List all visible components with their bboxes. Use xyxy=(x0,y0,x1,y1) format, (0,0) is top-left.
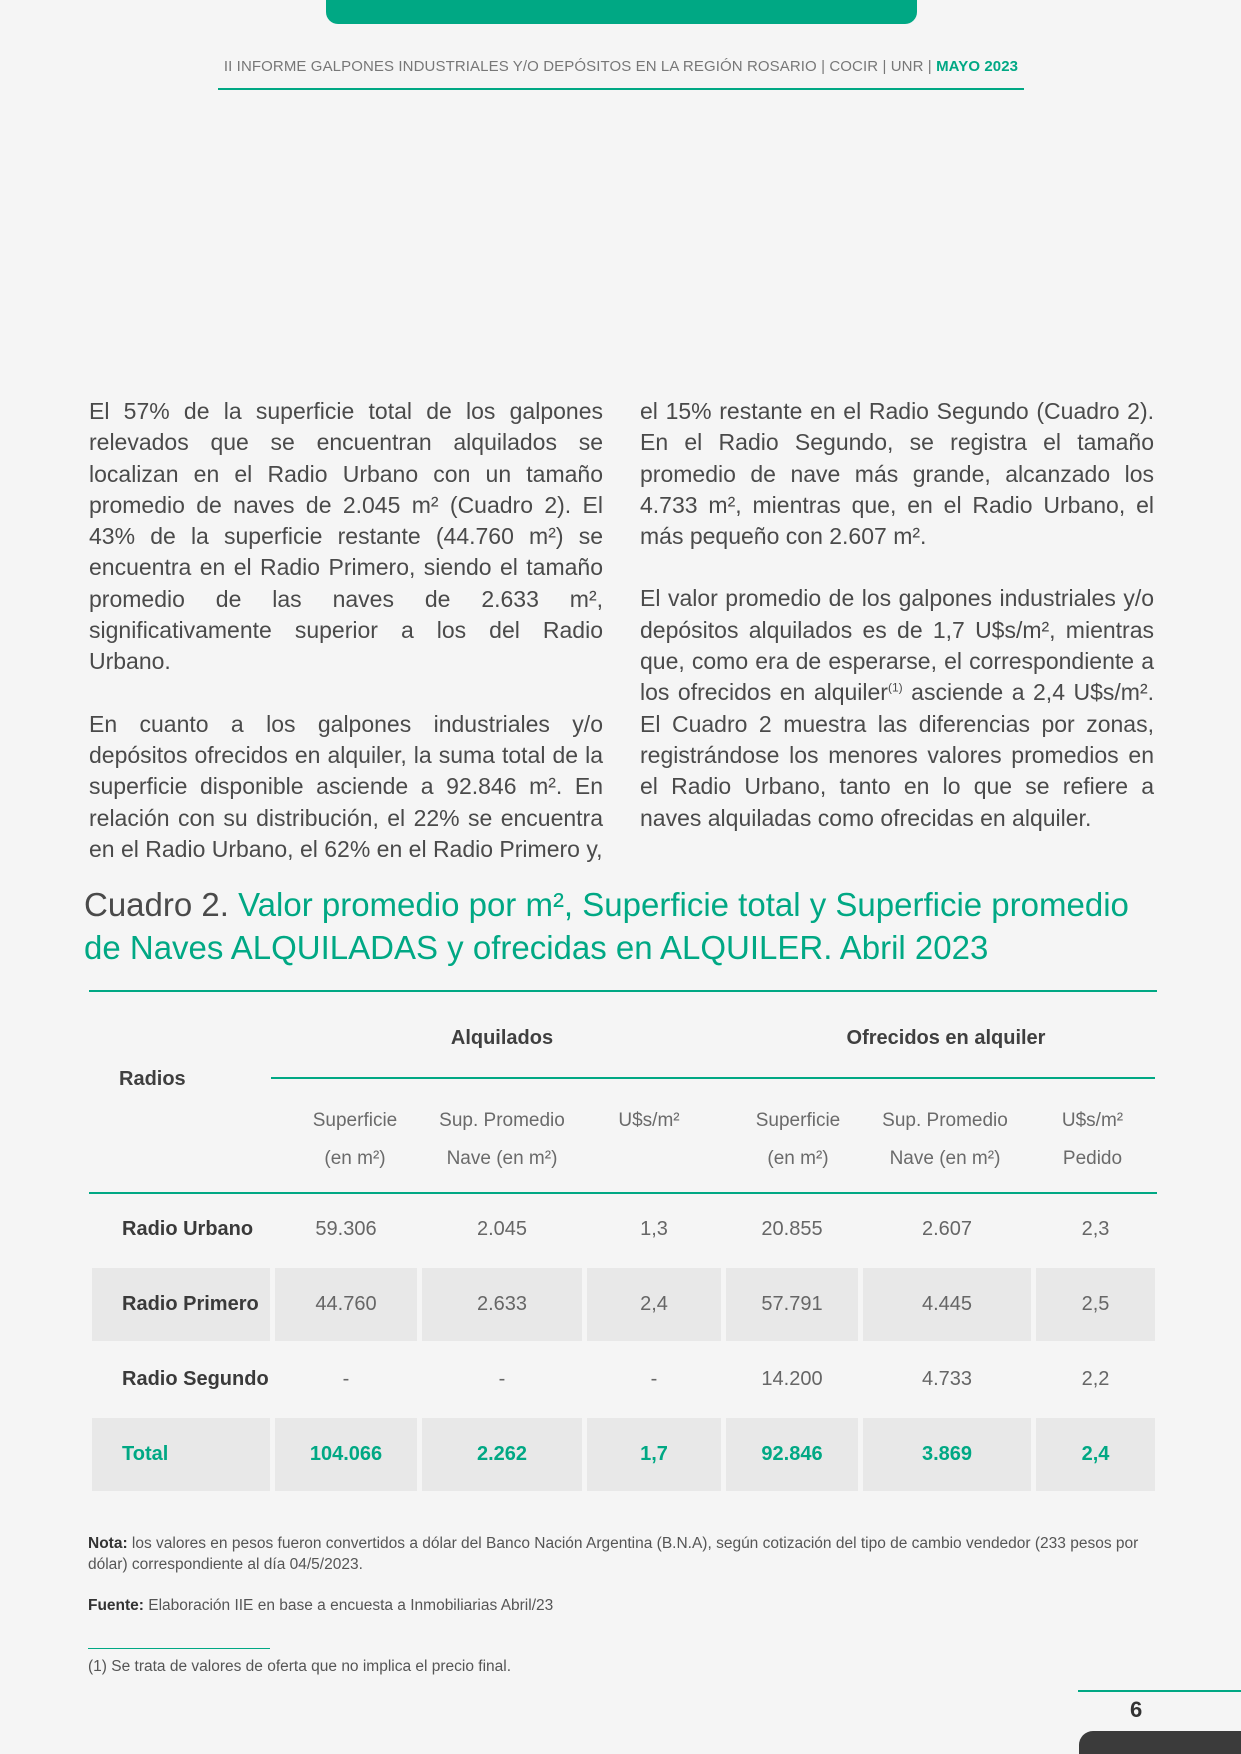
table-row xyxy=(89,1268,1157,1343)
table-cell: 2,4 xyxy=(587,1268,721,1341)
table-cell: 3.869 xyxy=(863,1418,1031,1491)
row-label: Total xyxy=(92,1418,270,1491)
col-header-superficie-rented: Superficie (en m²) xyxy=(312,1110,398,1169)
table-source: Fuente: Elaboración IIE en base a encuesta a Inmobiliarias Abril/23 xyxy=(88,1597,554,1614)
page-number: 6 xyxy=(1130,1697,1143,1722)
footnote: (1) Se trata de valores de oferta que no implica el precio final. xyxy=(88,1658,512,1675)
table-cell: 57.791 xyxy=(726,1268,858,1341)
footnote-divider xyxy=(88,1648,270,1649)
body-paragraph: El valor promedio de los galpones industriales y/o depósitos alquilados es de 1,7 U$s/m², mientras que, como era de esperarse, el correspondiente a los ofrecidos en alquiler$^{(1)}$ asciende a 2,4 U$s/m². El Cuadro 2 muestra las diferencias por zonas, registrándose los menores valores promedios en el Radio Urbano, tanto en lo que se refiere a naves alquiladas como ofrecidas en alquiler. xyxy=(640,585,1154,831)
table-cell: 1,7 xyxy=(587,1418,721,1491)
table-cell: 1,3 xyxy=(640,1218,668,1240)
bottom-dark-tab xyxy=(1079,1731,1241,1754)
body-paragraph: el 15% restante en el Radio Segundo (Cuadro 2). En el Radio Segundo, se registra el tamaño promedio de nave más grande, alcanzado los 4.733 m², mientras que, en el Radio Urbano, el más pequeño con 2.607 m². xyxy=(640,398,1154,550)
body-column-right xyxy=(640,396,1154,834)
group-header-offered: Ofrecidos en alquiler xyxy=(846,1027,1046,1049)
table-row-total xyxy=(89,1418,1157,1493)
table-cell: 2.633 xyxy=(422,1268,582,1341)
table-note: Nota: los valores en pesos fueron convertidos a dólar del Banco Nación Argentina (B.N.A), según cotización del tipo de cambio vendedor (233 pesos por dólar) correspondiente al día 04/5/2023. xyxy=(88,1535,1139,1573)
table-title-lead: Cuadro 2. xyxy=(84,886,239,923)
col-header-sup-promedio-rented: Sup. Promedio Nave (en m²) xyxy=(439,1110,565,1169)
body-column-left xyxy=(89,396,603,865)
table-title-text: Valor promedio por m², Superficie total y Superficie promedio de Naves ALQUILADAS y ofrecidas en ALQUILER. Abril 2023 xyxy=(84,886,1129,966)
radios-header: Radios xyxy=(119,1068,186,1090)
row-label: Radio Primero xyxy=(92,1268,270,1341)
table-cell: 2.262 xyxy=(422,1418,582,1491)
running-header xyxy=(218,58,1024,90)
table-cell: 2,4 xyxy=(1036,1418,1155,1491)
body-paragraph: En cuanto a los galpones industriales y/o depósitos ofrecidos en alquiler, la suma total de la superficie disponible asciende a 92.846 m². En relación con su distribución, el 22% se encuentra en el Radio Urbano, el 62% en el Radio Primero y, xyxy=(89,710,603,862)
table-cell: 59.306 xyxy=(315,1218,377,1240)
divider xyxy=(271,1077,1155,1079)
top-accent-tab xyxy=(326,0,917,24)
footnote-ref: (1) xyxy=(887,680,903,695)
table-cell: 4.445 xyxy=(863,1268,1031,1341)
table-row xyxy=(89,1193,1157,1268)
header-date: MAYO 2023 xyxy=(936,58,1019,75)
group-header-rented: Alquilados xyxy=(450,1027,554,1049)
col-header-usd-offered: U$s/m² Pedido xyxy=(1061,1110,1124,1169)
divider xyxy=(89,990,1157,992)
table-cell: - xyxy=(498,1368,506,1390)
col-header-sup-promedio-offered: Sup. Promedio Nave (en m²) xyxy=(882,1110,1008,1169)
body-paragraph: El 57% de la superficie total de los galpones relevados que se encuentran alquilados se localizan en el Radio Urbano con un tamaño promedio de naves de 2.045 m² (Cuadro 2). El 43% de la superficie restante (44.760 m²) se encuentra en el Radio Primero, siendo el tamaño promedio de las naves de 2.633 m², significativamente superior a los del Radio Urbano. xyxy=(89,398,603,675)
table-cell: 4.733 xyxy=(921,1368,973,1390)
table-cell: 14.200 xyxy=(761,1368,823,1390)
table-cell: 2,2 xyxy=(1081,1368,1110,1390)
table-cell: 104.066 xyxy=(275,1418,417,1491)
table-cell: 2,3 xyxy=(1081,1218,1110,1240)
header-text: II INFORME GALPONES INDUSTRIALES Y/O DEPÓSITOS EN LA REGIÓN ROSARIO | COCIR | UNR | xyxy=(223,58,932,75)
table-cell: - xyxy=(342,1368,350,1390)
col-header-usd-rented: U$s/m² xyxy=(618,1110,680,1131)
table-cell: 2,5 xyxy=(1036,1268,1155,1341)
table-cell: - xyxy=(650,1368,658,1390)
table-cell: 44.760 xyxy=(275,1268,417,1341)
col-header-superficie-offered: Superficie (en m²) xyxy=(755,1110,841,1169)
table-cell: 2.045 xyxy=(476,1218,528,1240)
table-row xyxy=(89,1343,1157,1418)
divider xyxy=(1078,1690,1241,1692)
table-title xyxy=(84,883,1164,969)
row-label: Radio Segundo xyxy=(122,1368,269,1390)
table-cell: 20.855 xyxy=(761,1218,823,1240)
table-cell: 2.607 xyxy=(921,1218,973,1240)
table-cell: 92.846 xyxy=(726,1418,858,1491)
row-label: Radio Urbano xyxy=(122,1218,254,1240)
